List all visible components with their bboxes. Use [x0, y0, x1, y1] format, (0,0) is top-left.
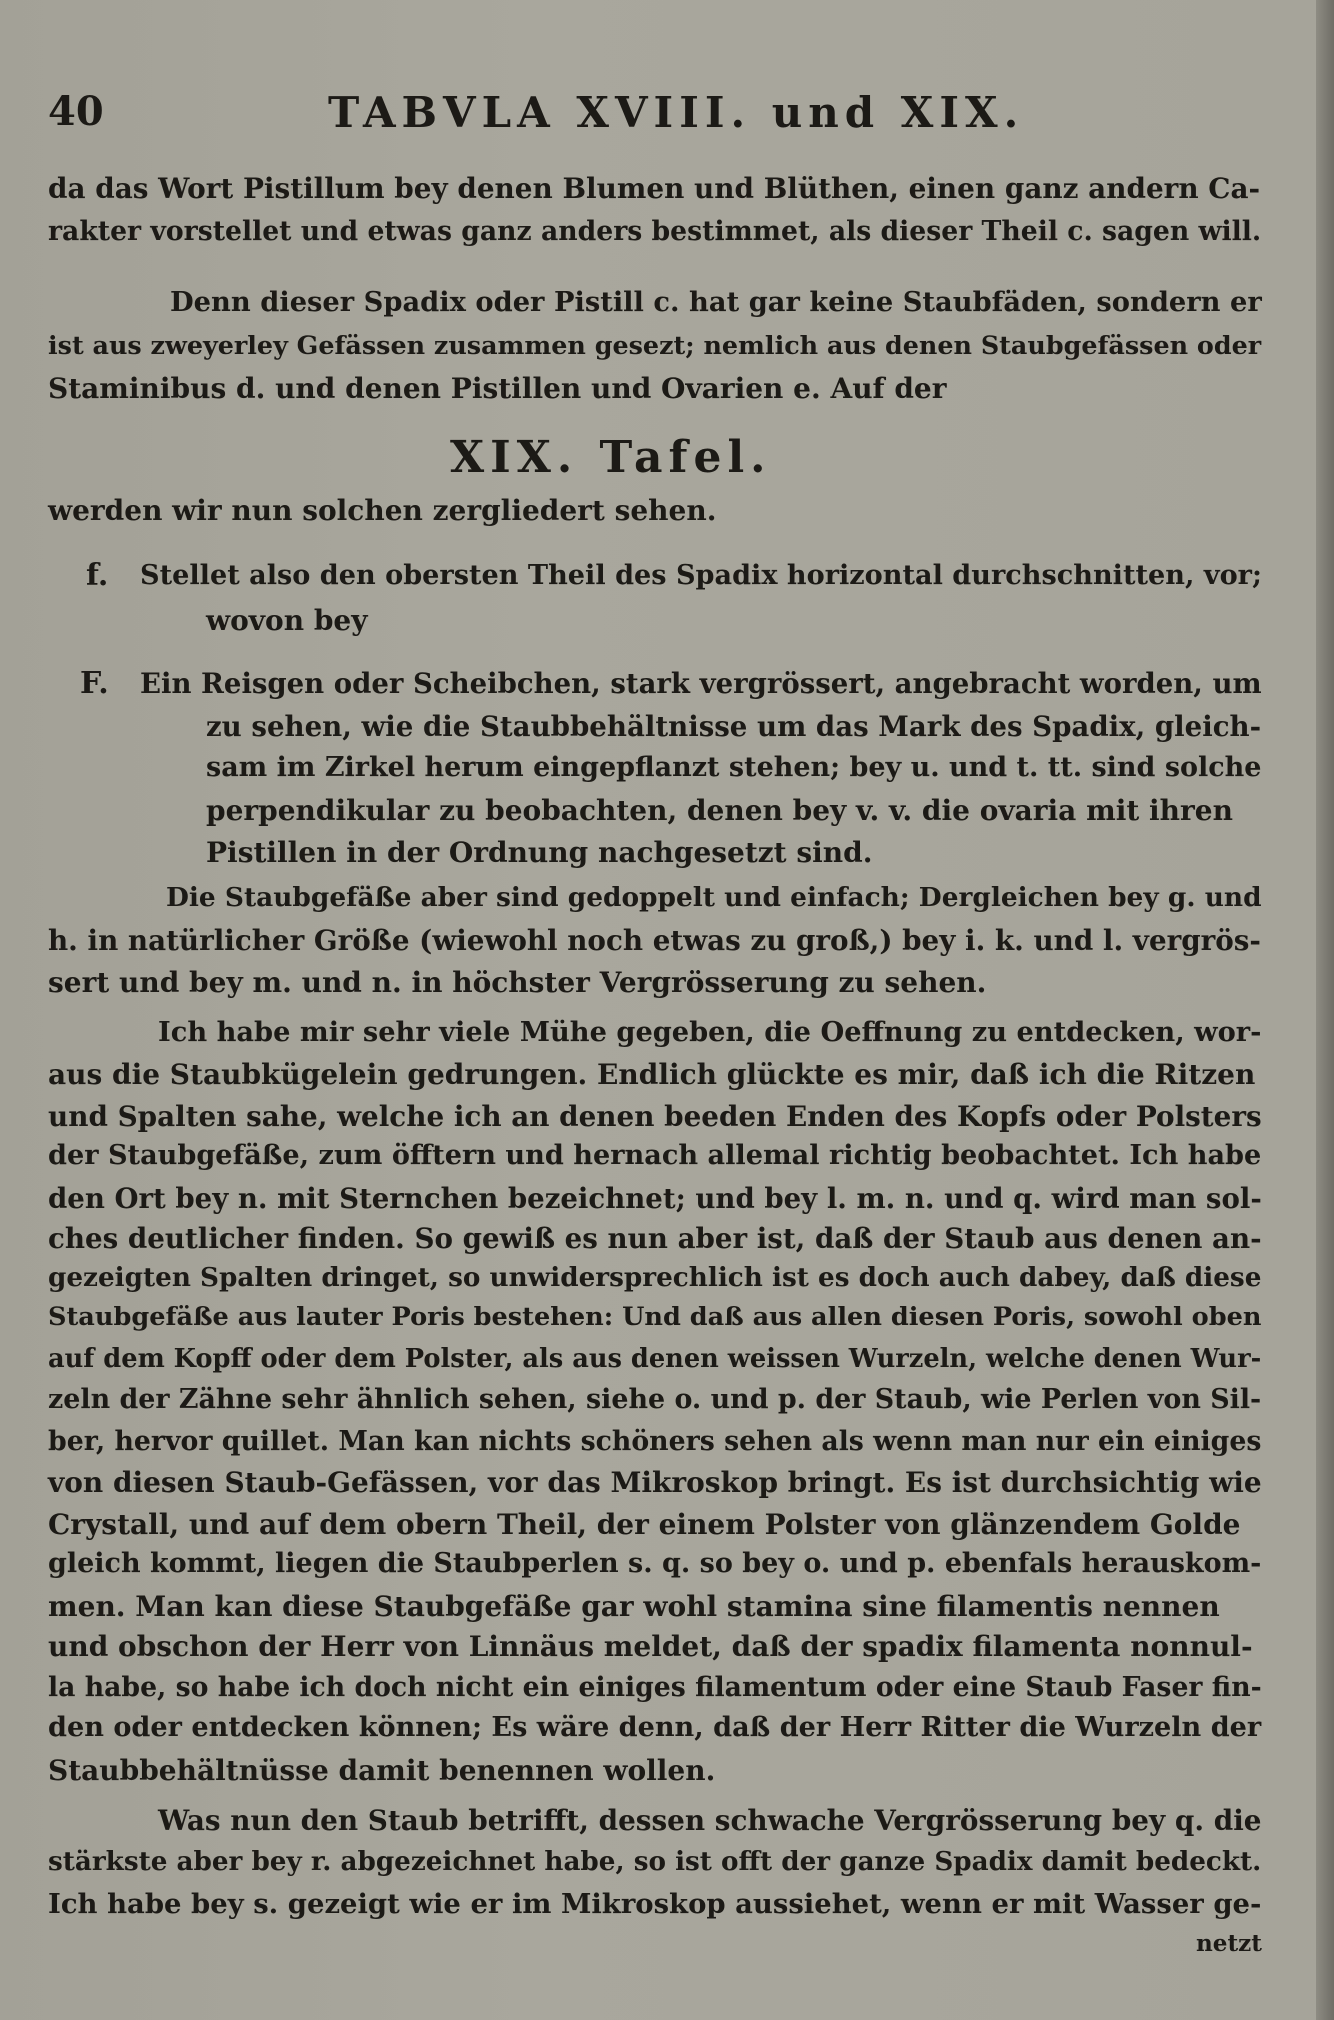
text-line: wovon bey — [206, 604, 368, 637]
text-line: Ich habe mir sehr viele Mühe gegeben, die Oeffnung zu entdecken, wor- — [158, 1016, 1262, 1048]
text-line: gezeigten Spalten dringet, so unwidersprechlich ist es doch auch dabey, daß diese — [48, 1262, 1262, 1293]
page-number: 40 — [48, 88, 104, 135]
text-line: den oder entdecken können; Es wäre denn, daß der Herr Ritter die Wurzeln der — [48, 1712, 1262, 1743]
text-line: la habe, so habe ich doch nicht ein einiges filamentum oder eine Staub Faser fin- — [48, 1672, 1262, 1703]
text-line: Staubgefäße aus lauter Poris bestehen: Und daß aus allen diesen Poris, sowohl oben — [48, 1302, 1262, 1332]
text-line: auf dem Kopff oder dem Polster, als aus denen weissen Wurzeln, welche denen Wur- — [48, 1344, 1262, 1374]
page-header — [48, 88, 1268, 148]
text-line: rakter vorstellet und etwas ganz anders bestimmet, als dieser Theil c. sagen will. — [48, 216, 1262, 247]
text-line: sert und bey m. und n. in höchster Vergrösserung zu sehen. — [48, 966, 987, 999]
text-line: Denn dieser Spadix oder Pistill c. hat gar keine Staubfäden, sondern er — [170, 286, 1262, 318]
item-label-f: f. — [86, 558, 109, 593]
text-line: Pistillen in der Ordnung nachgesetzt sind. — [206, 836, 873, 869]
text-line: und obschon der Herr von Linnäus meldet, daß der spadix filamenta nonnul- — [48, 1630, 1253, 1663]
text-line: perpendikular zu beobachten, denen bey v. v. die ovaria mit ihren — [206, 794, 1233, 827]
text-line: den Ort bey n. mit Sternchen bezeichnet; und bey l. m. n. und q. wird man sol- — [48, 1182, 1262, 1215]
text-line: ber, hervor quillet. Man kan nichts schöners sehen als wenn man nur ein einiges — [48, 1426, 1262, 1457]
text-line: von diesen Staub-Gefässen, vor das Mikroskop bringt. Es ist durchsichtig wie — [48, 1466, 1262, 1499]
text-line: Ein Reisgen oder Scheibchen, stark vergrössert, angebracht worden, um — [140, 668, 1262, 700]
item-label-F: F. — [80, 666, 109, 701]
text-line: zu sehen, wie die Staubbehältnisse um das Mark des Spadix, gleich- — [206, 710, 1262, 743]
text-line: men. Man kan diese Staubgefäße gar wohl stamina sine filamentis nennen — [48, 1590, 1220, 1623]
text-line: ist aus zweyerley Gefässen zusammen gesezt; nemlich aus denen Staubgefässen oder — [48, 330, 1262, 360]
text-line: da das Wort Pistillum bey denen Blumen und Blüthen, einen ganz andern Ca- — [48, 172, 1261, 205]
page-edge — [1316, 0, 1334, 2020]
catchword: netzt — [1196, 1930, 1262, 1957]
text-line: Stellet also den obersten Theil des Spadix horizontal durchschnitten, vor; — [140, 560, 1262, 591]
text-line: Die Staubgefäße aber sind gedoppelt und einfach; Dergleichen bey g. und — [166, 882, 1262, 913]
text-line: und Spalten sahe, welche ich an denen beeden Enden des Kopfs oder Polsters — [48, 1100, 1262, 1133]
text-line: aus die Staubkügelein gedrungen. Endlich glückte es mir, daß ich die Ritzen — [48, 1058, 1256, 1091]
text-line: Crystall, und auf dem obern Theil, der einem Polster von glänzendem Golde — [48, 1508, 1241, 1541]
text-line: zeln der Zähne sehr ähnlich sehen, siehe o. und p. der Staub, wie Perlen von Sil- — [48, 1384, 1262, 1415]
text-line: stärkste aber bey r. abgezeichnet habe, so ist offt der ganze Spadix damit bedeckt. — [48, 1846, 1262, 1877]
text-line: Was nun den Staub betrifft, dessen schwache Vergrösserung bey q. die — [158, 1804, 1262, 1837]
text-line: Staminibus d. und denen Pistillen und Ovarien e. Auf der — [48, 372, 947, 405]
text-line: h. in natürlicher Größe (wiewohl noch etwas zu groß,) bey i. k. und l. vergrös- — [48, 924, 1261, 957]
text-line: gleich kommt, liegen die Staubperlen s. q. so bey o. und p. ebenfals herauskom- — [48, 1548, 1262, 1579]
text-line: ches deutlicher finden. So gewiß es nun aber ist, daß der Staub aus denen an- — [48, 1222, 1262, 1255]
text-line: sam im Zirkel herum eingepflanzt stehen; bey u. und t. tt. sind solche — [206, 752, 1262, 783]
section-heading: XIX. Tafel. — [450, 432, 772, 483]
text-line: der Staubgefäße, zum öfftern und hernach allemal richtig beobachtet. Ich habe — [48, 1140, 1262, 1171]
text-line: Staubbehältnüsse damit benennen wollen. — [48, 1754, 716, 1787]
text-line: Ich habe bey s. gezeigt wie er im Mikroskop aussiehet, wenn er mit Wasser ge- — [48, 1888, 1262, 1920]
running-title: TABVLA XVIII. und XIX. — [328, 88, 1025, 137]
text-line: werden wir nun solchen zergliedert sehen. — [48, 494, 717, 527]
